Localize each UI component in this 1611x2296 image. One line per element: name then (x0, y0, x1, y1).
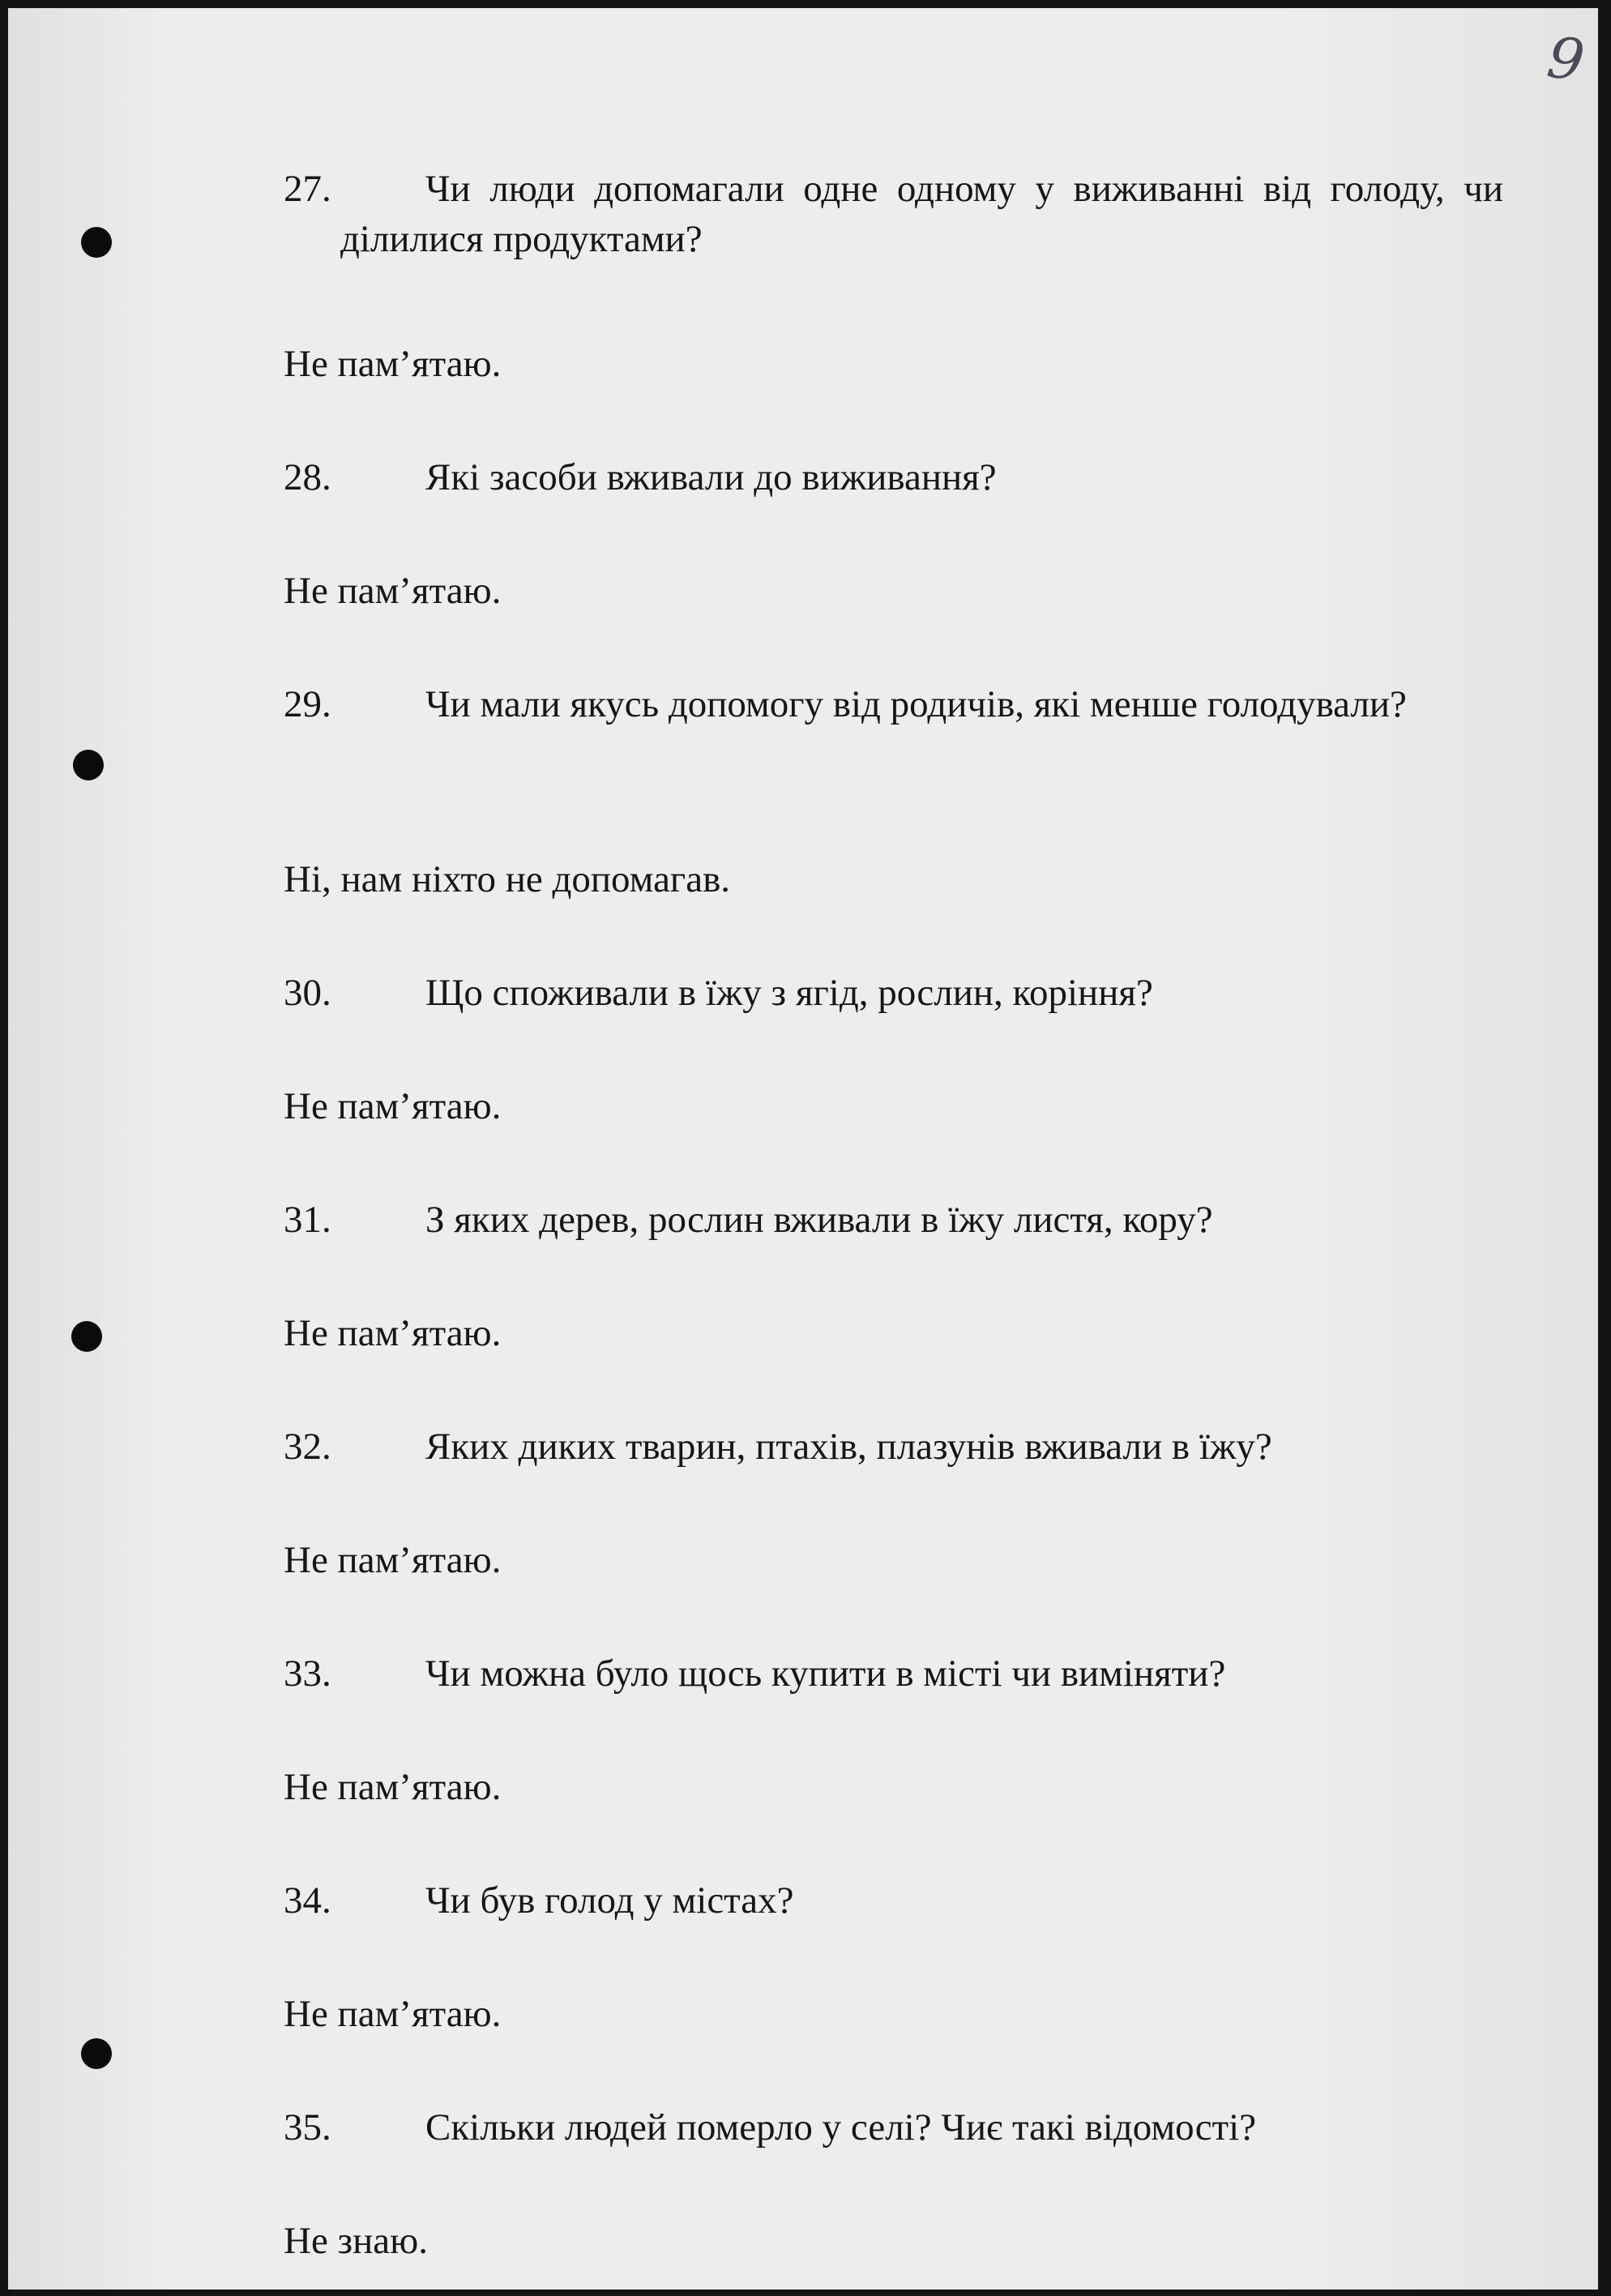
question-block (284, 968, 1503, 1018)
question-text: Які засоби вживали до виживання? (425, 456, 997, 498)
question-text: Що споживали в їжу з ягід, рослин, коріння? (425, 972, 1153, 1014)
answer-text: Не пам’ятаю. (284, 1766, 502, 1808)
page-number: 9 (1543, 24, 1589, 95)
question-text: Чи можна було щось купити в місті чи виміняти? (425, 1653, 1226, 1695)
question-number: 35. (284, 2106, 331, 2148)
punch-hole (81, 2038, 112, 2069)
question-number: 29. (284, 683, 331, 725)
question-block (284, 1875, 1503, 1926)
question-text: Чи був голод у містах? (425, 1879, 794, 1922)
answer-text: Не пам’ятаю. (284, 1993, 502, 2035)
question-block (284, 164, 1503, 260)
answer-text: Не пам’ятаю. (284, 1085, 502, 1127)
document-page (8, 8, 1598, 2290)
answer-text: Ні, нам ніхто не допомагав. (284, 858, 731, 900)
question-number: 32. (284, 1426, 331, 1468)
punch-hole (73, 750, 104, 780)
punch-hole (81, 227, 112, 258)
answer-text: Не пам’ятаю. (284, 570, 502, 612)
question-block (284, 452, 1503, 502)
question-text: Чи люди допомагали одне одному у виживанні від голоду, чи ділилися продуктами? (340, 168, 1503, 260)
question-number: 28. (284, 456, 331, 498)
answer-text: Не пам’ятаю. (284, 1539, 502, 1581)
question-text: З яких дерев, рослин вживали в їжу листя, кору? (425, 1199, 1213, 1241)
question-number: 27. (284, 168, 331, 210)
answer-text: Не пам’ятаю. (284, 1312, 502, 1354)
question-block (284, 2102, 1503, 2153)
question-number: 31. (284, 1199, 331, 1241)
question-block (284, 1648, 1503, 1699)
questionnaire-body (284, 164, 1503, 2290)
question-number: 30. (284, 972, 331, 1014)
punch-hole (71, 1321, 102, 1352)
question-number: 33. (284, 1653, 331, 1695)
question-text: Чи мали якусь допомогу від родичів, які менше голодували? (425, 683, 1407, 725)
question-block (284, 1195, 1503, 1245)
answer-text: Не знаю. (284, 2220, 428, 2262)
question-block (284, 1422, 1503, 1472)
question-number: 34. (284, 1879, 331, 1922)
question-text: Скільки людей померло у селі? Чиє такі відомості? (425, 2106, 1257, 2148)
question-block (284, 679, 1503, 780)
answer-text: Не пам’ятаю. (284, 343, 502, 385)
question-text: Яких диких тварин, птахів, плазунів вживали в їжу? (425, 1426, 1272, 1468)
